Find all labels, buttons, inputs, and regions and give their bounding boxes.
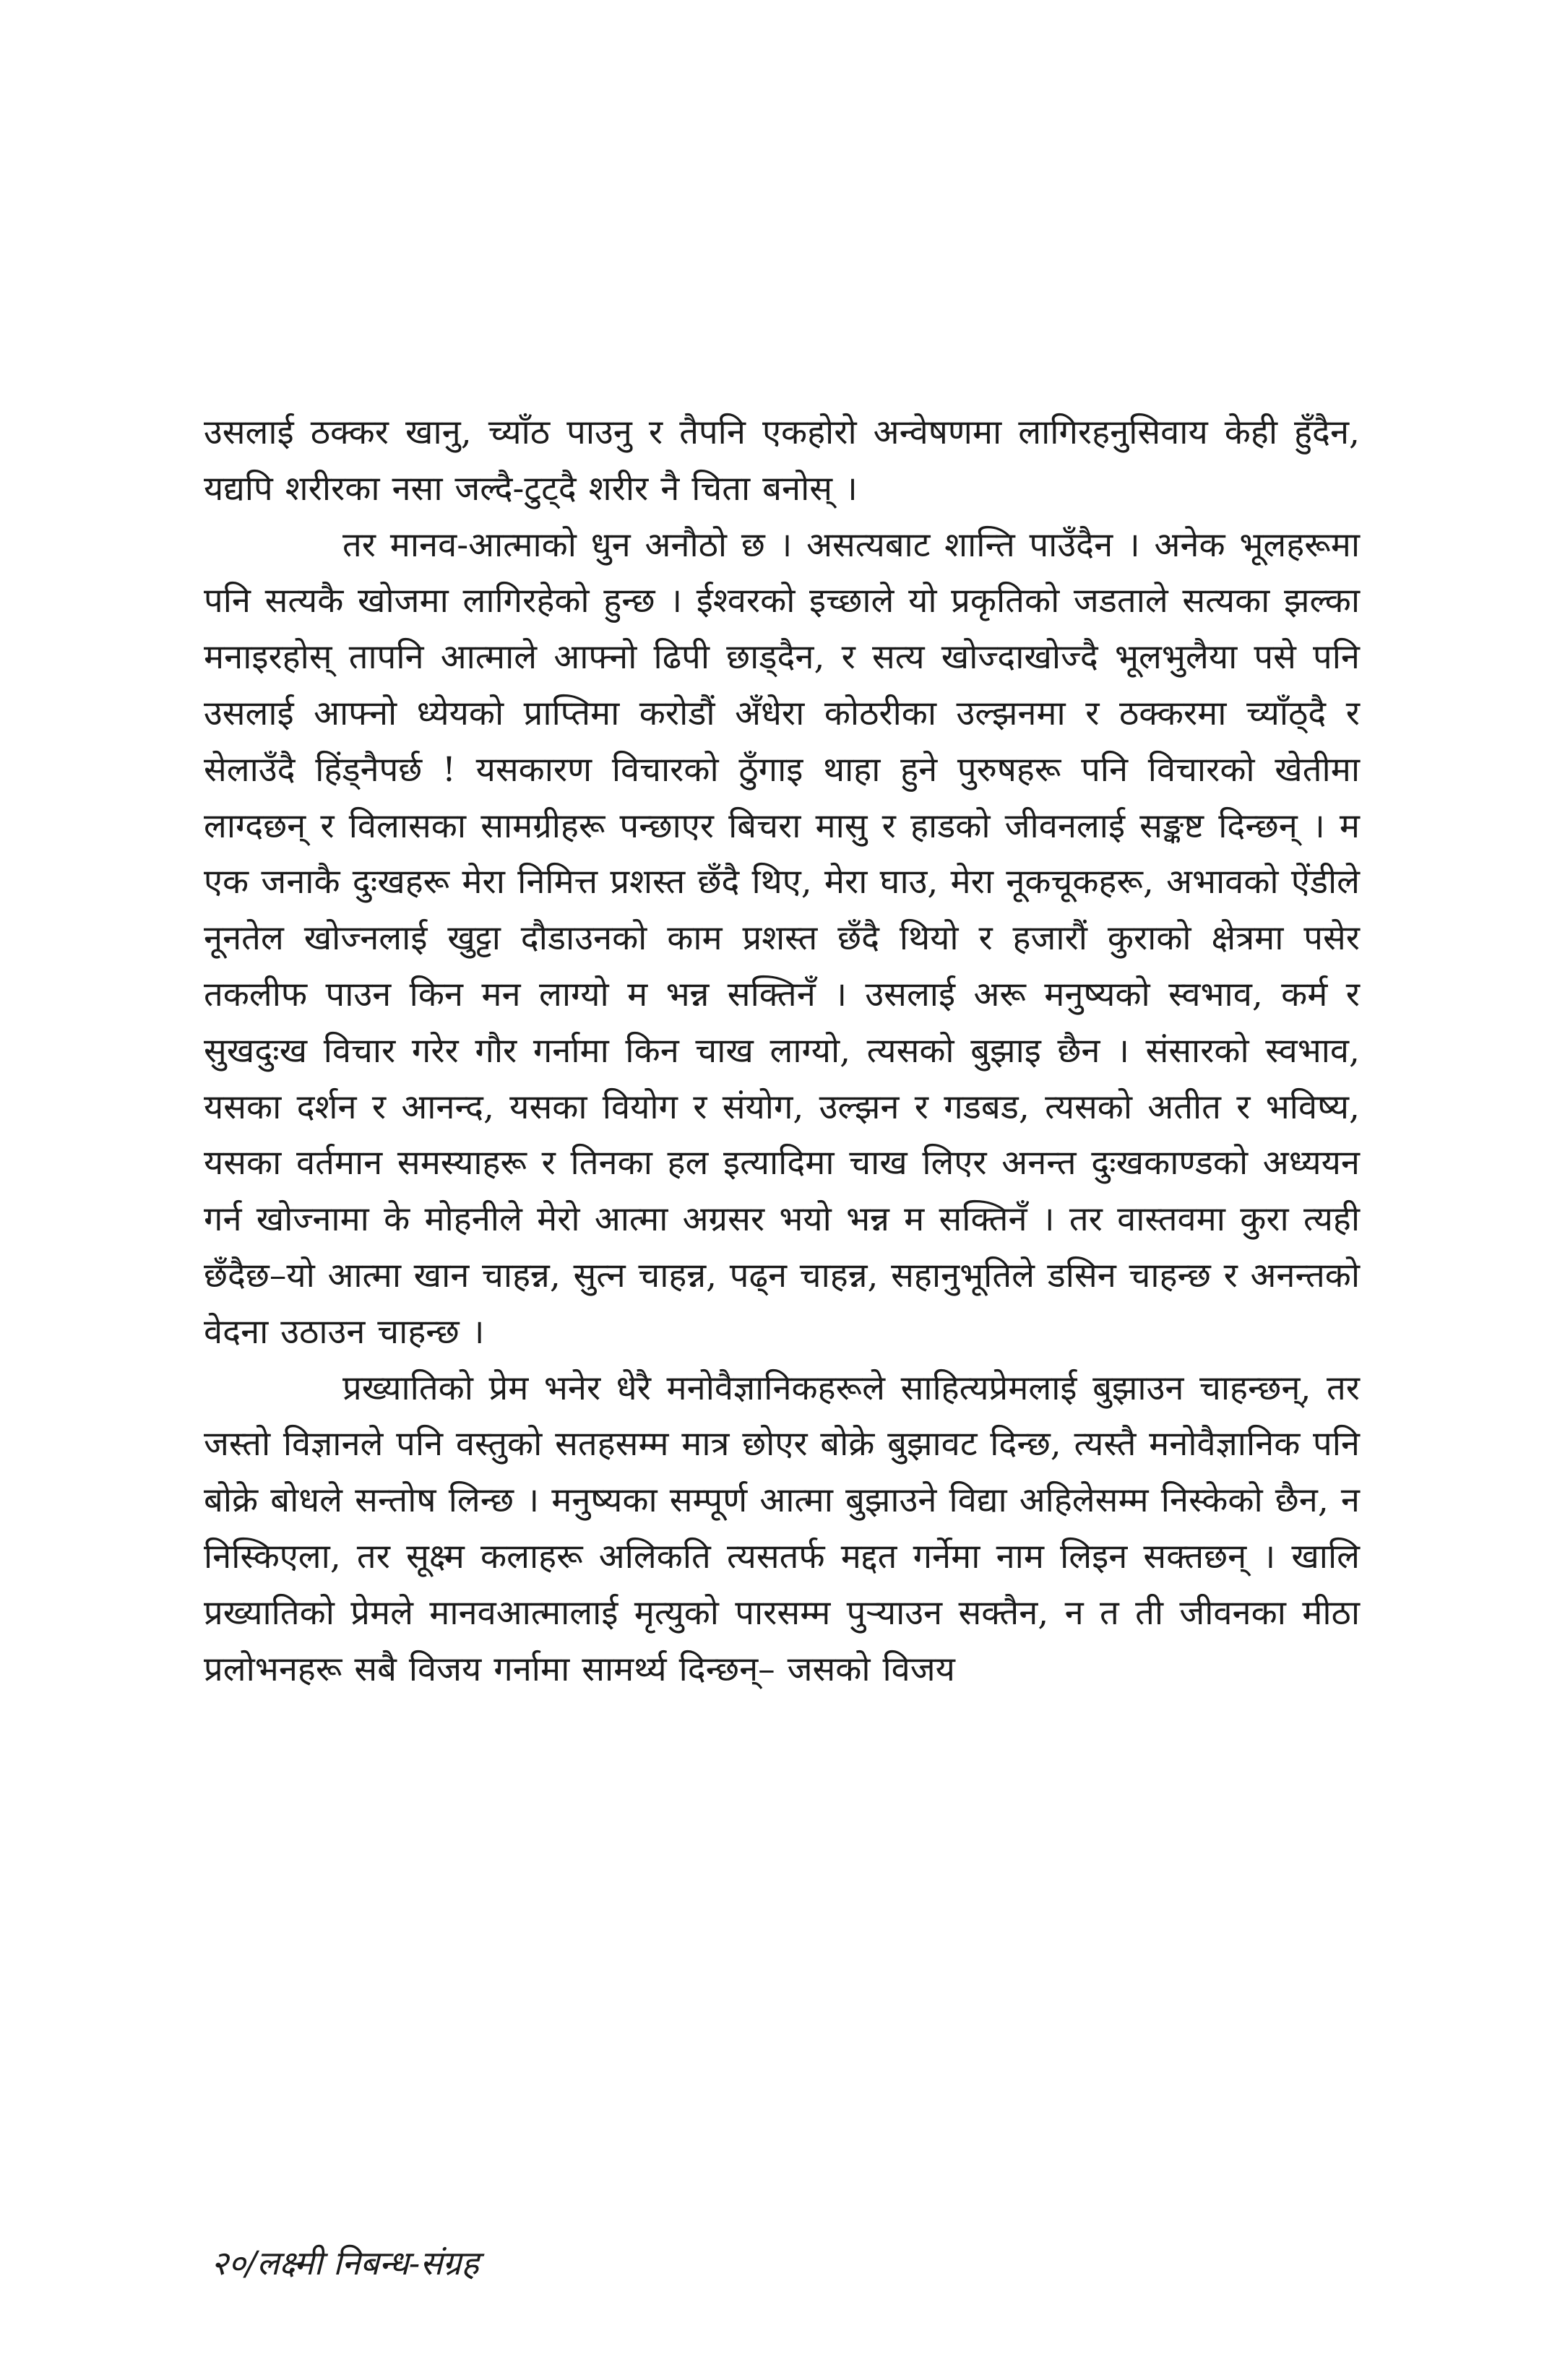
paragraph-3: प्रख्यातिको प्रेम भनेर धेरै मनोवैज्ञानिकहरूले साहित्यप्रेमलाई बुझाउन चाहन्छन्, तर जस्तो विज्ञानले पनि वस्तुको सतहसम्म मात्र छोएर बोक्रे बुझावट दिन्छ, त्यस्तै मनोवैज्ञानिक पनि बोक्रे बोधले सन्तोष लिन्छ । मनुष्यका सम्पूर्ण आत्मा बुझाउने विद्या अहिलेसम्म निस्केको छैन, न निस्किएला, तर सूक्ष्म कलाहरू अलिकति त्यसतर्फ मद्दत गर्नेमा नाम लिइन सक्तछन् । खालि प्रख्यातिको प्रेमले मानवआत्मालाई मृत्युको पारसम्म पुर्‍याउन सक्तैन, न त ती जीवनका मीठा प्रलोभनहरू सबै विजय गर्नामा सामर्थ्य दिन्छन्– जसको विजय (204, 1368, 1360, 1689)
page-footer: २०/लक्ष्मी निबन्ध-संग्रह (211, 2243, 479, 2282)
paragraph-1: उसलाई ठक्कर खानु, च्याँठ पाउनु र तैपनि एकहोरो अन्वेषणमा लागिरहनुसिवाय केही हुँदैन, यद्यपि शरीरका नसा जल्दै-टुट्दै शरीर नै चिता बनोस् । (204, 413, 1360, 509)
page-body (204, 405, 1360, 1697)
paragraph-2: तर मानव-आत्माको धुन अनौठो छ । असत्यबाट शान्ति पाउँदैन । अनेक भूलहरूमा पनि सत्यकै खोजमा लागिरहेको हुन्छ । ईश्वरको इच्छाले यो प्रकृतिको जडताले सत्यका झल्का मनाइरहोस् तापनि आत्माले आफ्नो ढिपी छाड्दैन, र सत्य खोज्दाखोज्दै भूलभुलैया पसे पनि उसलाई आफ्नो ध्येयको प्राप्तिमा करोडौं अँधेरा कोठरीका उल्झनमा र ठक्करमा च्याँठ्दै र सेलाउँदै हिंड्नैपर्छ ! यसकारण विचारको ठुँगाइ थाहा हुने पुरुषहरू पनि विचारको खेतीमा लाग्दछन् र विलासका सामग्रीहरू पन्छाएर बिचरा मासु र हाडको जीवनलाई सङ्कष्ट दिन्छन् । म एक जनाकै दुःखहरू मेरा निमित्त प्रशस्त छँदै थिए, मेरा घाउ, मेरा नूकचूकहरू, अभावको ऐंडीले नूनतेल खोज्नलाई खुट्टा दौडाउनको काम प्रशस्त छँदै थियो र हजारौं कुराको क्षेत्रमा पसेर तकलीफ पाउन किन मन लाग्यो म भन्न सक्तिनँ । उसलाई अरू मनुष्यको स्वभाव, कर्म र सुखदुःख विचार गरेर गौर गर्नामा किन चाख लाग्यो, त्यसको बुझाइ छैन । संसारको स्वभाव, यसका दर्शन र आनन्द, यसका वियोग र संयोग, उल्झन र गडबड, त्यसको अतीत र भविष्य, यसका वर्तमान समस्याहरू र तिनका हल इत्यादिमा चाख लिएर अनन्त दुःखकाण्डको अध्ययन गर्न खोज्नामा के मोहनीले मेरो आत्मा अग्रसर भयो भन्न म सक्तिनँ । तर वास्तवमा कुरा त्यही छँदैछ–यो आत्मा खान चाहन्न, सुत्न चाहन्न, पढ्न चाहन्न, सहानुभूतिले डसिन चाहन्छ र अनन्तको वेदना उठाउन चाहन्छ । (204, 525, 1360, 1352)
